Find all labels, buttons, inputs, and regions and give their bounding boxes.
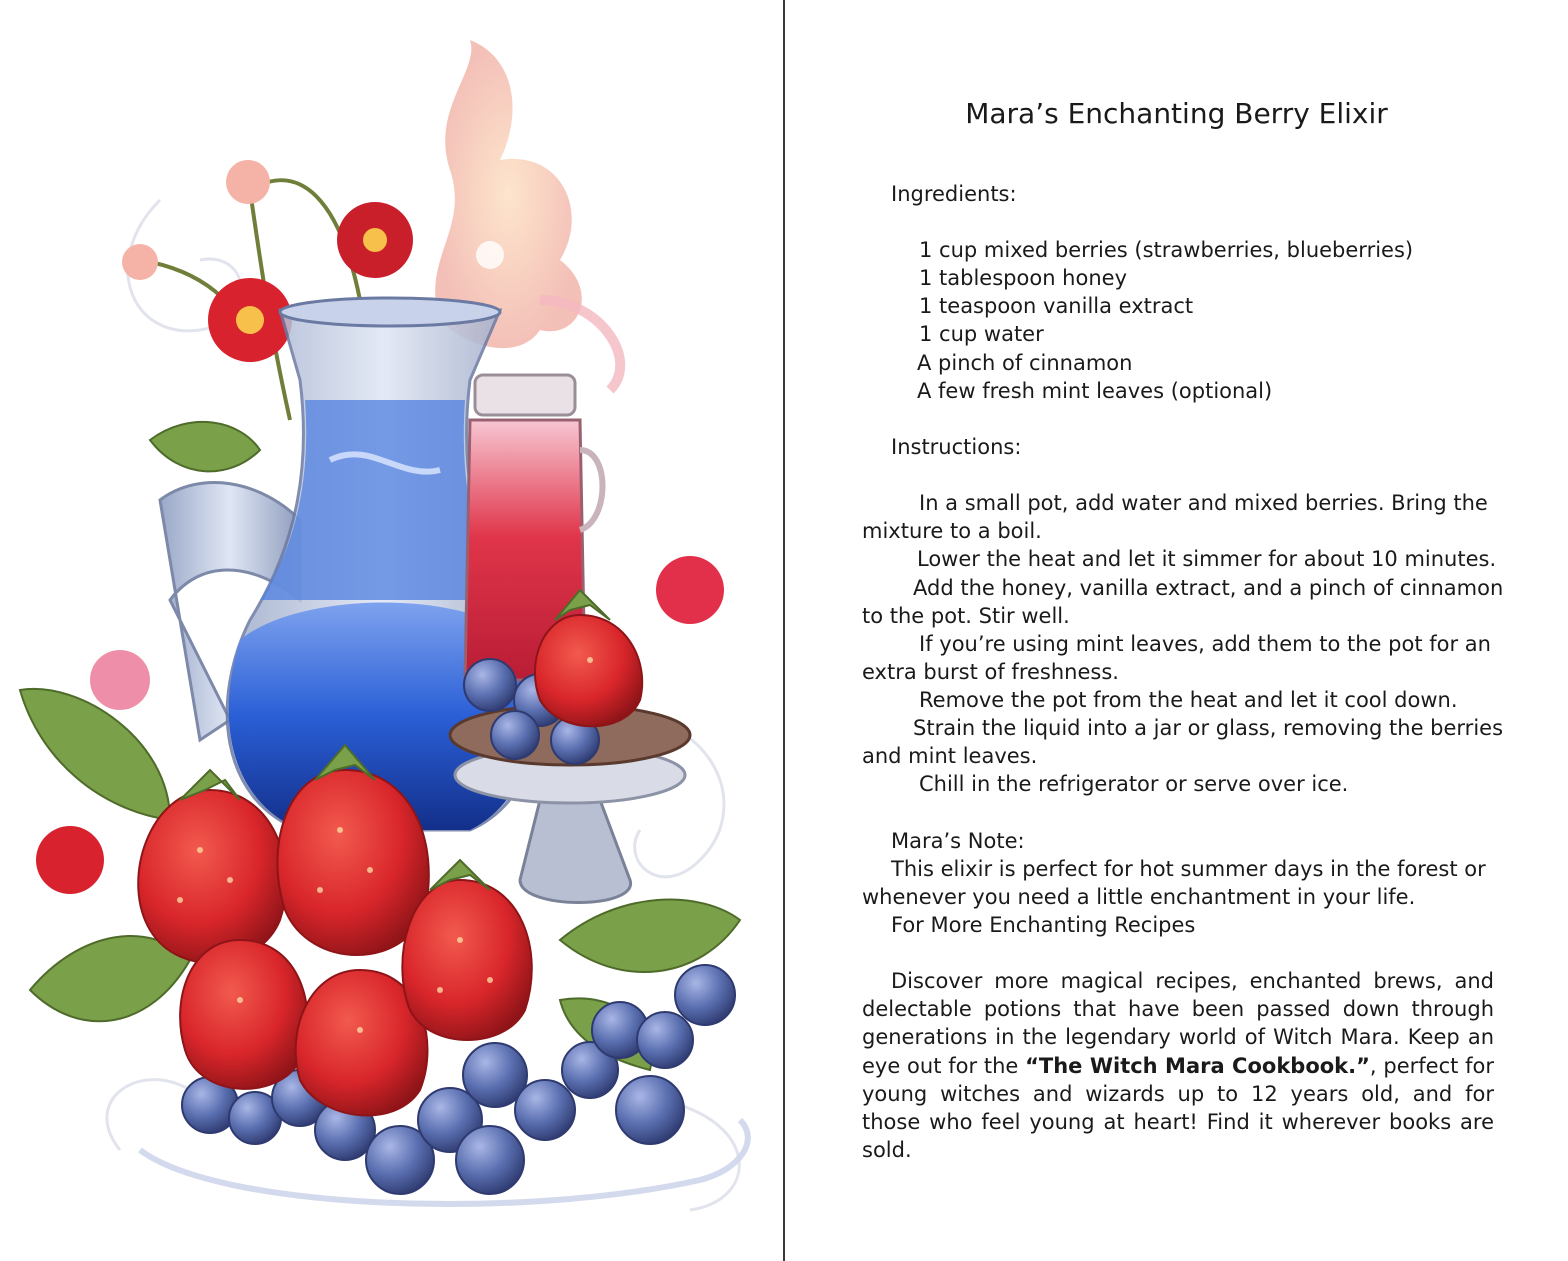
more-recipes-heading: For More Enchanting Recipes — [891, 913, 1196, 937]
ingredient-item: 1 tablespoon honey — [919, 266, 1127, 290]
ingredient-item: A few fresh mint leaves (optional) — [917, 379, 1273, 403]
instructions-heading: Instructions: — [891, 435, 1022, 459]
ingredient-item: 1 cup mixed berries (strawberries, blueberries) — [919, 238, 1414, 262]
instruction-step: Chill in the refrigerator or serve over ice. — [919, 772, 1349, 796]
cookbook-title: “The Witch Mara Cookbook.” — [1025, 1053, 1370, 1078]
ingredient-item: 1 teaspoon vanilla extract — [919, 294, 1194, 318]
ingredient-item: A pinch of cinnamon — [917, 351, 1133, 375]
promo-text: , perfect for young witches and wizards up to 12 years old, and for those who feel young at heart! Find it wherever books are sold. — [862, 1053, 1494, 1163]
instruction-step-continued: and mint leaves. — [862, 744, 1038, 768]
instruction-step: Add the honey, vanilla extract, and a pinch of cinnamon — [913, 576, 1504, 600]
illustration-page — [0, 0, 783, 1261]
note-text: whenever you need a little enchantment in your life. — [862, 885, 1416, 909]
berry-elixir-illustration — [0, 0, 783, 1261]
promo-paragraph — [862, 967, 1494, 1164]
instruction-step: Remove the pot from the heat and let it cool down. — [919, 688, 1458, 712]
instruction-step: Lower the heat and let it simmer for about 10 minutes. — [917, 547, 1497, 571]
instruction-step: In a small pot, add water and mixed berries. Bring the — [919, 491, 1488, 515]
ingredients-heading: Ingredients: — [891, 182, 1017, 206]
recipe-page — [785, 0, 1568, 1261]
note-heading: Mara’s Note: — [891, 829, 1025, 853]
ingredient-item: 1 cup water — [919, 322, 1044, 346]
instruction-step-continued: extra burst of freshness. — [862, 660, 1119, 684]
instruction-step: If you’re using mint leaves, add them to the pot for an — [919, 632, 1491, 656]
note-text: This elixir is perfect for hot summer days in the forest or — [891, 857, 1486, 881]
instruction-step-continued: to the pot. Stir well. — [862, 604, 1070, 628]
promo-text: Discover more magical recipes, enchanted brews, and delectable potions that have been passed down through generations in the legendary world of Witch Mara. Keep an eye out for the — [862, 969, 1494, 1078]
instruction-step-continued: mixture to a boil. — [862, 519, 1042, 543]
instruction-step: Strain the liquid into a jar or glass, removing the berries — [913, 716, 1504, 740]
recipe-title: Mara’s Enchanting Berry Elixir — [965, 97, 1388, 130]
